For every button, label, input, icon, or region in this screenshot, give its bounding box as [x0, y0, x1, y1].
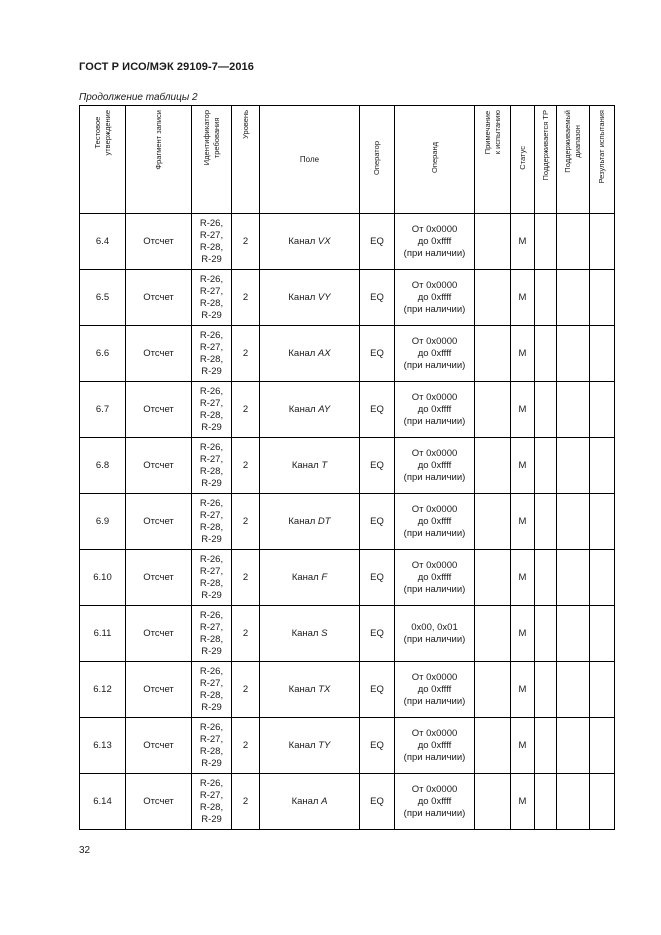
table-row [80, 270, 615, 326]
header-level: Уровень [232, 106, 260, 214]
cell-assertion: 6.4 [80, 214, 126, 270]
cell-level: 2 [232, 214, 260, 270]
cell-requirement: R-26, R-27, R-28, R-29 [192, 494, 232, 550]
cell-operand: От 0x0000 до 0xffff (при наличии) [395, 270, 475, 326]
table-caption: Продолжение таблицы 2 [79, 92, 198, 103]
cell-note [475, 774, 511, 830]
table-row [80, 438, 615, 494]
field-variable: AY [318, 403, 331, 415]
cell-range [557, 326, 590, 382]
cell-level: 2 [232, 606, 260, 662]
cell-requirement: R-26, R-27, R-28, R-29 [192, 774, 232, 830]
cell-supported [535, 662, 557, 718]
cell-supported [535, 326, 557, 382]
cell-operator: EQ [360, 494, 395, 550]
cell-status: M [511, 662, 535, 718]
header-test-result: Результат испытания [590, 106, 615, 214]
cell-assertion: 6.7 [80, 382, 126, 438]
cell-assertion: 6.6 [80, 326, 126, 382]
cell-note [475, 550, 511, 606]
cell-operator: EQ [360, 382, 395, 438]
cell-operator: EQ [360, 550, 395, 606]
cell-result [590, 382, 615, 438]
field-variable: TX [318, 683, 331, 695]
cell-assertion: 6.12 [80, 662, 126, 718]
page-number: 32 [79, 845, 91, 856]
field-variable: F [321, 571, 328, 583]
cell-operator: EQ [360, 214, 395, 270]
cell-supported [535, 606, 557, 662]
cell-requirement: R-26, R-27, R-28, R-29 [192, 214, 232, 270]
field-variable: TY [318, 739, 331, 751]
field-label: Канал [291, 459, 322, 471]
cell-range [557, 382, 590, 438]
cell-note [475, 326, 511, 382]
cell-result [590, 326, 615, 382]
field-variable: VY [317, 291, 331, 303]
cell-operator: EQ [360, 326, 395, 382]
cell-supported [535, 494, 557, 550]
cell-requirement: R-26, R-27, R-28, R-29 [192, 270, 232, 326]
table-body [80, 214, 615, 830]
cell-range [557, 550, 590, 606]
cell-result [590, 550, 615, 606]
cell-requirement: R-26, R-27, R-28, R-29 [192, 438, 232, 494]
table-row [80, 606, 615, 662]
test-table [79, 105, 615, 830]
table-row [80, 326, 615, 382]
cell-level: 2 [232, 270, 260, 326]
cell-fragment: Отсчет [126, 326, 192, 382]
cell-field [260, 438, 360, 494]
cell-operand: От 0x0000 до 0xffff (при наличии) [395, 494, 475, 550]
header-record-fragment: Фрагмент записи [126, 106, 192, 214]
field-variable: A [321, 795, 328, 807]
cell-result [590, 494, 615, 550]
header-supported-tr: Поддерживается ТР [535, 106, 557, 214]
table-row [80, 662, 615, 718]
cell-fragment: Отсчет [126, 662, 192, 718]
cell-operator: EQ [360, 270, 395, 326]
cell-status: M [511, 214, 535, 270]
field-label: Канал [291, 627, 322, 639]
cell-supported [535, 214, 557, 270]
cell-status: M [511, 270, 535, 326]
header-operand: Операнд [395, 106, 475, 214]
cell-fragment: Отсчет [126, 718, 192, 774]
cell-assertion: 6.10 [80, 550, 126, 606]
cell-operand: От 0x0000 до 0xffff (при наличии) [395, 718, 475, 774]
field-variable: AX [317, 347, 331, 359]
cell-fragment: Отсчет [126, 438, 192, 494]
table-row [80, 382, 615, 438]
cell-assertion: 6.5 [80, 270, 126, 326]
cell-note [475, 438, 511, 494]
cell-note [475, 606, 511, 662]
cell-supported [535, 270, 557, 326]
field-label: Канал [288, 347, 318, 359]
field-label: Канал [288, 683, 319, 695]
cell-status: M [511, 606, 535, 662]
cell-operator: EQ [360, 718, 395, 774]
table-row [80, 774, 615, 830]
cell-fragment: Отсчет [126, 270, 192, 326]
cell-operator: EQ [360, 438, 395, 494]
cell-status: M [511, 326, 535, 382]
cell-operand: От 0x0000 до 0xffff (при наличии) [395, 214, 475, 270]
cell-operand: От 0x0000 до 0xffff (при наличии) [395, 438, 475, 494]
cell-supported [535, 718, 557, 774]
cell-requirement: R-26, R-27, R-28, R-29 [192, 606, 232, 662]
field-label: Канал [288, 291, 318, 303]
cell-requirement: R-26, R-27, R-28, R-29 [192, 550, 232, 606]
cell-status: M [511, 550, 535, 606]
cell-field [260, 718, 360, 774]
cell-requirement: R-26, R-27, R-28, R-29 [192, 718, 232, 774]
field-variable: DT [317, 515, 331, 527]
cell-field [260, 550, 360, 606]
cell-range [557, 214, 590, 270]
field-label: Канал [288, 235, 318, 247]
cell-assertion: 6.8 [80, 438, 126, 494]
cell-operand: От 0x0000 до 0xffff (при наличии) [395, 774, 475, 830]
field-label: Канал [288, 515, 318, 527]
cell-range [557, 270, 590, 326]
cell-field [260, 606, 360, 662]
cell-note [475, 662, 511, 718]
field-variable: S [321, 627, 328, 639]
cell-result [590, 270, 615, 326]
cell-status: M [511, 382, 535, 438]
cell-field [260, 382, 360, 438]
cell-result [590, 718, 615, 774]
cell-result [590, 214, 615, 270]
field-variable: VX [317, 235, 331, 247]
cell-level: 2 [232, 718, 260, 774]
cell-status: M [511, 438, 535, 494]
cell-fragment: Отсчет [126, 606, 192, 662]
cell-assertion: 6.14 [80, 774, 126, 830]
header-test-assertion: Тестовое утверждение [80, 106, 126, 214]
cell-operand: От 0x0000 до 0xffff (при наличии) [395, 326, 475, 382]
cell-result [590, 606, 615, 662]
cell-note [475, 382, 511, 438]
cell-level: 2 [232, 382, 260, 438]
cell-fragment: Отсчет [126, 382, 192, 438]
cell-range [557, 718, 590, 774]
cell-operand: От 0x0000 до 0xffff (при наличии) [395, 662, 475, 718]
cell-requirement: R-26, R-27, R-28, R-29 [192, 326, 232, 382]
cell-operator: EQ [360, 774, 395, 830]
cell-range [557, 606, 590, 662]
cell-fragment: Отсчет [126, 550, 192, 606]
header-field: Поле [260, 106, 360, 214]
cell-assertion: 6.11 [80, 606, 126, 662]
field-label: Канал [288, 403, 319, 415]
cell-supported [535, 382, 557, 438]
field-label: Канал [288, 739, 319, 751]
cell-status: M [511, 774, 535, 830]
cell-operator: EQ [360, 606, 395, 662]
header-row [80, 106, 615, 214]
table-header [80, 106, 615, 214]
cell-note [475, 718, 511, 774]
cell-field [260, 774, 360, 830]
cell-fragment: Отсчет [126, 214, 192, 270]
document-header: ГОСТ Р ИСО/МЭК 29109-7—2016 [79, 61, 254, 73]
cell-field [260, 270, 360, 326]
cell-requirement: R-26, R-27, R-28, R-29 [192, 382, 232, 438]
header-test-note: Примечание к испытанию [475, 106, 511, 214]
cell-level: 2 [232, 438, 260, 494]
cell-note [475, 494, 511, 550]
cell-requirement: R-26, R-27, R-28, R-29 [192, 662, 232, 718]
cell-level: 2 [232, 326, 260, 382]
cell-result [590, 774, 615, 830]
cell-operand: От 0x0000 до 0xffff (при наличии) [395, 382, 475, 438]
cell-level: 2 [232, 774, 260, 830]
table-row [80, 718, 615, 774]
cell-status: M [511, 718, 535, 774]
cell-range [557, 774, 590, 830]
cell-result [590, 438, 615, 494]
header-status: Статус [511, 106, 535, 214]
cell-note [475, 214, 511, 270]
cell-field [260, 494, 360, 550]
cell-supported [535, 550, 557, 606]
cell-range [557, 494, 590, 550]
cell-range [557, 662, 590, 718]
cell-field [260, 326, 360, 382]
cell-level: 2 [232, 662, 260, 718]
header-supported-range: Поддерживаемый диапазон [557, 106, 590, 214]
cell-fragment: Отсчет [126, 774, 192, 830]
field-label: Канал [291, 571, 322, 583]
cell-assertion: 6.9 [80, 494, 126, 550]
cell-field [260, 662, 360, 718]
cell-assertion: 6.13 [80, 718, 126, 774]
header-operator: Оператор [360, 106, 395, 214]
cell-field [260, 214, 360, 270]
table-row [80, 214, 615, 270]
cell-range [557, 438, 590, 494]
field-variable: T [321, 459, 328, 471]
cell-level: 2 [232, 494, 260, 550]
cell-status: M [511, 494, 535, 550]
cell-operator: EQ [360, 662, 395, 718]
cell-supported [535, 774, 557, 830]
cell-note [475, 270, 511, 326]
header-requirement-id: Идентификатор требования [192, 106, 232, 214]
cell-fragment: Отсчет [126, 494, 192, 550]
table-row [80, 550, 615, 606]
cell-result [590, 662, 615, 718]
field-label: Канал [291, 795, 322, 807]
cell-operand: 0x00, 0x01 (при наличии) [395, 606, 475, 662]
cell-level: 2 [232, 550, 260, 606]
table-row [80, 494, 615, 550]
cell-operand: От 0x0000 до 0xffff (при наличии) [395, 550, 475, 606]
cell-supported [535, 438, 557, 494]
